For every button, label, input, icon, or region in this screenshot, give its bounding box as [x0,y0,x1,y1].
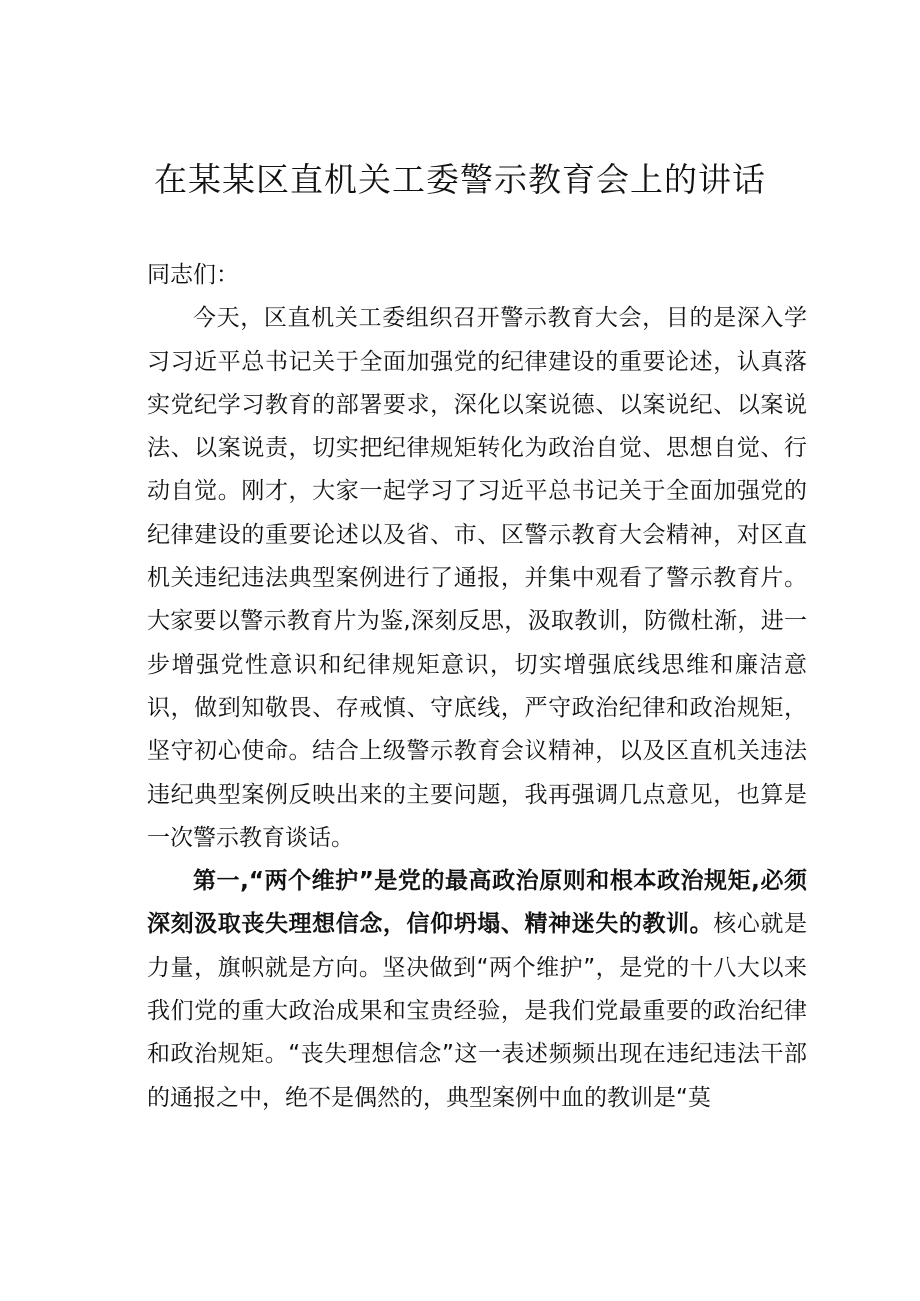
paragraph-point-one-text: 核心就是力量，旗帜就是方向。坚决做到“两个维护”，是党的十八大以来我们党的重大政治成果和宝贵经验，是我们党最重要的政治纪律和政治规矩。“丧失理想信念”这一表述频频出现在违纪违法干部的通报之中，绝不是偶然的，典型案例中血的教训是“莫 [147,911,808,1111]
paragraph-point-one-heading: 第一,“两个维护”是党的最高政治原则和根本政治规矩,必须深刻汲取丧失理想信念，信仰坍塌、精神迷失的教训。 [147,868,807,938]
paragraph-intro: 今天，区直机关工委组织召开警示教育大会，目的是深入学习习近平总书记关于全面加强党的纪律建设的重要论述，认真落实党纪学习教育的部署要求，深化以案说德、以案说纪、以案说法、以案说责，切实把纪律规矩转化为政治自觉、思想自觉、行动自觉。刚才，大家一起学习了习近平总书记关于全面加强党的纪律建设的重要论述以及省、市、区警示教育大会精神，对区直机关违纪违法典型案例进行了通报，并集中观看了警示教育片。大家要以警示教育片为鉴,深刻反思，汲取教训，防微杜渐，进一步增强党性意识和纪律规矩意识，切实增强底线思维和廉洁意识，做到知敬畏、存戒慎、守底线，严守政治纪律和政治规矩，坚守初心使命。结合上级警示教育会议精神，以及区直机关违法违纪典型案例反映出来的主要问题，我再强调几点意见，也算是一次警示教育谈话。 [147,305,807,851]
page-title: 在某某区直机关工委警示教育会上的讲话 [154,160,766,199]
salutation: 同志们： [147,262,239,288]
paragraph-point-one [147,860,807,1120]
document-body [147,254,807,1120]
